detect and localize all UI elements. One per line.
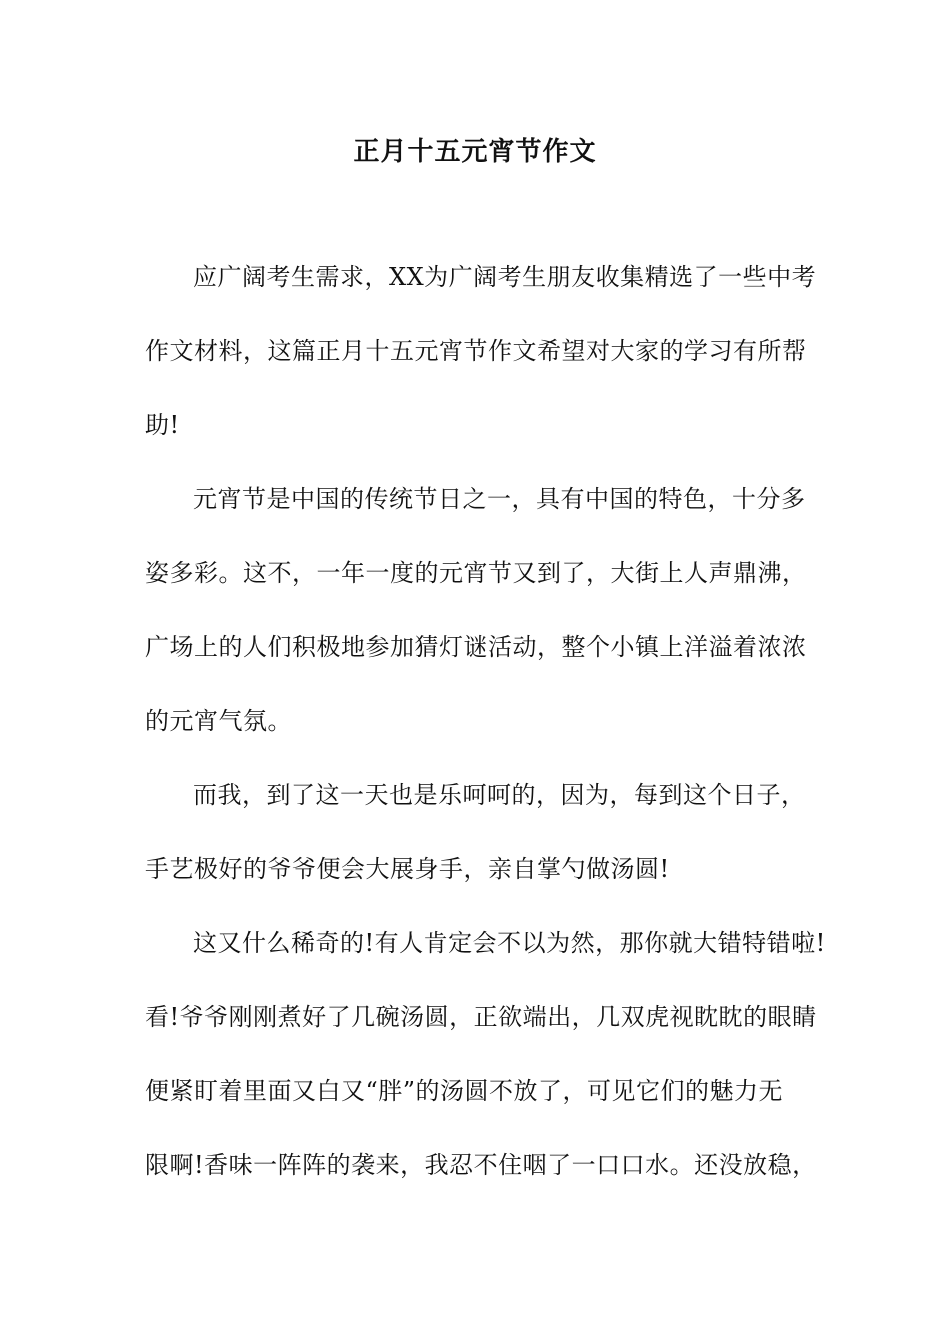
paragraph-1-line-1: 应广阔考生需求，XX为广阔考生朋友收集精选了一些中考 (193, 263, 817, 291)
paragraph-2-line-3: 广场上的人们积极地参加猜灯谜活动，整个小镇上洋溢着浓浓 (145, 633, 807, 661)
paragraph-2-line-1: 元宵节是中国的传统节日之一，具有中国的特色，十分多 (193, 485, 806, 513)
paragraph-4-line-3: 便紧盯着里面又白又“胖”的汤圆不放了，可见它们的魅力无 (145, 1077, 784, 1105)
paragraph-3-line-1: 而我，到了这一天也是乐呵呵的，因为，每到这个日子， (193, 781, 806, 809)
paragraph-1-line-3: 助! (145, 411, 180, 439)
paragraph-4-line-1: 这又什么稀奇的!有人肯定会不以为然，那你就大错特错啦! (193, 929, 826, 957)
document-title: 正月十五元宵节作文 (353, 137, 597, 167)
paragraph-4-line-4: 限啊!香味一阵阵的袭来，我忍不住咽了一口口水。还没放稳， (145, 1151, 817, 1179)
paragraph-1-line-2: 作文材料，这篇正月十五元宵节作文希望对大家的学习有所帮 (145, 337, 807, 365)
paragraph-2-line-4: 的元宵气氛。 (145, 707, 292, 735)
document-body (145, 252, 826, 1214)
paragraph-4-line-2: 看!爷爷刚刚煮好了几碗汤圆，正欲端出，几双虎视眈眈的眼睛 (145, 1003, 817, 1031)
paragraph-3-line-2: 手艺极好的爷爷便会大展身手，亲自掌勺做汤圆! (145, 855, 670, 883)
paragraph-2-line-2: 姿多彩。这不，一年一度的元宵节又到了，大街上人声鼎沸， (145, 559, 807, 587)
